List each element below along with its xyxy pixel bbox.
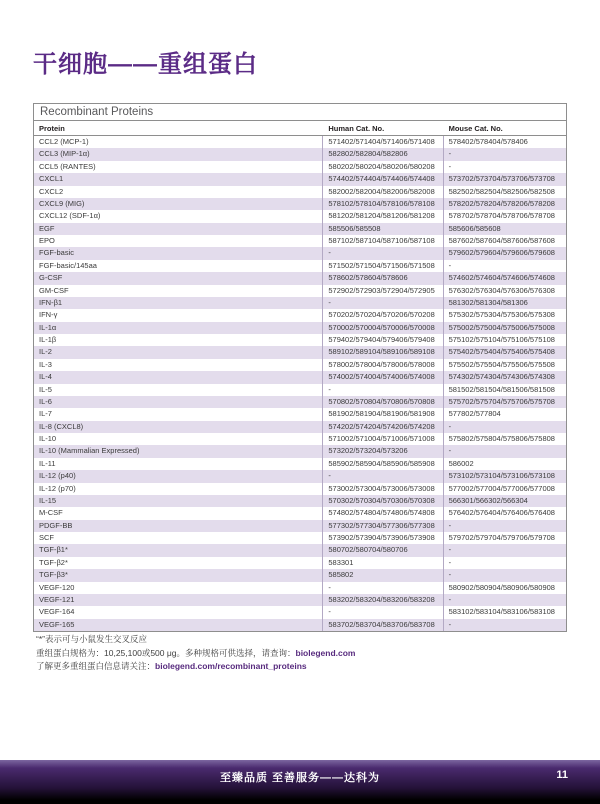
footer-bar xyxy=(0,760,600,804)
page-number: 11 xyxy=(556,769,568,781)
mouse-cat-no-cell: 577802/577804 xyxy=(443,408,566,420)
table-row xyxy=(34,223,566,235)
table-row xyxy=(34,470,566,482)
table-row xyxy=(34,322,566,334)
human-cat-no-cell: 573002/573004/573006/573008 xyxy=(323,483,443,495)
human-cat-no-cell: 577302/577304/577306/577308 xyxy=(323,520,443,532)
mouse-cat-no-cell: - xyxy=(443,445,566,457)
human-cat-no-cell: - xyxy=(323,297,443,309)
mouse-cat-no-cell: - xyxy=(443,619,566,631)
mouse-cat-no-cell: - xyxy=(443,569,566,581)
protein-name-cell: EPO xyxy=(34,235,323,247)
table-row xyxy=(34,495,566,507)
human-cat-no-cell: 573902/573904/573906/573908 xyxy=(323,532,443,544)
human-cat-no-cell: - xyxy=(323,606,443,618)
table-row xyxy=(34,520,566,532)
mouse-cat-no-cell: 578202/578204/578206/578208 xyxy=(443,198,566,210)
mouse-cat-no-cell: 575302/575304/575306/575308 xyxy=(443,309,566,321)
protein-name-cell: TGF-β1* xyxy=(34,544,323,556)
protein-name-cell: IL-2 xyxy=(34,346,323,358)
mouse-cat-no-cell: 575102/575104/575106/575108 xyxy=(443,334,566,346)
table-row xyxy=(34,594,566,606)
protein-name-cell: VEGF-164 xyxy=(34,606,323,618)
protein-name-cell: IL-15 xyxy=(34,495,323,507)
table-row xyxy=(34,136,566,149)
protein-name-cell: SCF xyxy=(34,532,323,544)
mouse-cat-no-cell: 574602/574604/574606/574608 xyxy=(443,272,566,284)
human-cat-no-cell: 573202/573204/573206 xyxy=(323,445,443,457)
protein-name-cell: IL-7 xyxy=(34,408,323,420)
page-title: 干细胞——重组蛋白 xyxy=(33,51,258,78)
table-row xyxy=(34,173,566,185)
mouse-cat-no-cell: - xyxy=(443,544,566,556)
human-cat-no-cell: 579402/579404/579406/579408 xyxy=(323,334,443,346)
protein-name-cell: IL-4 xyxy=(34,371,323,383)
protein-name-cell: TGF-β3* xyxy=(34,569,323,581)
table-row xyxy=(34,309,566,321)
mouse-cat-no-cell: 577002/577004/577006/577008 xyxy=(443,483,566,495)
human-cat-no-cell: 581902/581904/581906/581908 xyxy=(323,408,443,420)
table-row xyxy=(34,507,566,519)
mouse-cat-no-cell: 576302/576304/576306/576308 xyxy=(443,285,566,297)
protein-name-cell: IL-6 xyxy=(34,396,323,408)
protein-name-cell: TGF-β2* xyxy=(34,557,323,569)
footnote-more-info-text: 了解更多重组蛋白信息请关注： xyxy=(36,661,156,671)
human-cat-no-cell: 570802/570804/570806/570808 xyxy=(323,396,443,408)
table-row xyxy=(34,371,566,383)
human-cat-no-cell: - xyxy=(323,384,443,396)
column-header-mouse-cat-no: Mouse Cat. No. xyxy=(443,121,566,136)
mouse-cat-no-cell: 586002 xyxy=(443,458,566,470)
protein-name-cell: VEGF-120 xyxy=(34,582,323,594)
column-header-protein: Protein xyxy=(34,121,323,136)
protein-name-cell: CXCL2 xyxy=(34,186,323,198)
human-cat-no-cell: - xyxy=(323,470,443,482)
human-cat-no-cell: 582002/582004/582006/582008 xyxy=(323,186,443,198)
footer-slogan: 至臻品质 至善服务——达科为 xyxy=(219,772,381,784)
table-row xyxy=(34,161,566,173)
protein-name-cell: IFN-γ xyxy=(34,309,323,321)
protein-name-cell: IL-12 (p70) xyxy=(34,483,323,495)
protein-name-cell: PDGF-BB xyxy=(34,520,323,532)
mouse-cat-no-cell: 573702/573704/573706/573708 xyxy=(443,173,566,185)
human-cat-no-cell: 572902/572903/572904/572905 xyxy=(323,285,443,297)
mouse-cat-no-cell: - xyxy=(443,557,566,569)
human-cat-no-cell: 580202/580204/580206/580208 xyxy=(323,161,443,173)
table-row xyxy=(34,260,566,272)
human-cat-no-cell: 589102/589104/589106/589108 xyxy=(323,346,443,358)
protein-name-cell: IL-10 (Mammalian Expressed) xyxy=(34,445,323,457)
protein-name-cell: IL-10 xyxy=(34,433,323,445)
table-row xyxy=(34,285,566,297)
table-row xyxy=(34,483,566,495)
mouse-cat-no-cell: 578402/578404/578406 xyxy=(443,136,566,149)
table-row xyxy=(34,619,566,631)
human-cat-no-cell: 574002/574004/574006/574008 xyxy=(323,371,443,383)
protein-name-cell: VEGF-165 xyxy=(34,619,323,631)
mouse-cat-no-cell: 575702/575704/575706/575708 xyxy=(443,396,566,408)
mouse-cat-no-cell: 575502/575504/575506/575508 xyxy=(443,359,566,371)
human-cat-no-cell: 571402/571404/571406/571408 xyxy=(323,136,443,149)
human-cat-no-cell: 571002/571004/571006/571008 xyxy=(323,433,443,445)
mouse-cat-no-cell: - xyxy=(443,594,566,606)
mouse-cat-no-cell: 582502/582504/582506/582508 xyxy=(443,186,566,198)
human-cat-no-cell: 578102/578104/578106/578108 xyxy=(323,198,443,210)
recombinant-proteins-table xyxy=(33,103,567,632)
mouse-cat-no-cell: - xyxy=(443,520,566,532)
mouse-cat-no-cell: - xyxy=(443,161,566,173)
mouse-cat-no-cell: 581302/581304/581306 xyxy=(443,297,566,309)
footnotes xyxy=(36,633,355,674)
mouse-cat-no-cell: 587602/587604/587606/587608 xyxy=(443,235,566,247)
protein-name-cell: VEGF-121 xyxy=(34,594,323,606)
human-cat-no-cell: 583202/583204/583206/583208 xyxy=(323,594,443,606)
table-row xyxy=(34,210,566,222)
footnote-sizes-text: 重组蛋白规格为：10,25,100或500 μg。多种规格可供选择，请查询： xyxy=(36,647,296,658)
table-row xyxy=(34,421,566,433)
protein-name-cell: IL-11 xyxy=(34,458,323,470)
human-cat-no-cell: 574802/574804/574806/574808 xyxy=(323,507,443,519)
protein-name-cell: IFN-β1 xyxy=(34,297,323,309)
human-cat-no-cell: 580702/580704/580706 xyxy=(323,544,443,556)
table-row xyxy=(34,433,566,445)
human-cat-no-cell: 571502/571504/571506/571508 xyxy=(323,260,443,272)
protein-name-cell: CCL5 (RANTES) xyxy=(34,161,323,173)
mouse-cat-no-cell: 581502/581504/581506/581508 xyxy=(443,384,566,396)
mouse-cat-no-cell: 579602/579604/579606/579608 xyxy=(443,247,566,259)
table-row xyxy=(34,148,566,160)
mouse-cat-no-cell: 579702/579704/579706/579708 xyxy=(443,532,566,544)
biolegend-link[interactable]: biolegend.com xyxy=(295,647,356,658)
protein-name-cell: IL-3 xyxy=(34,359,323,371)
human-cat-no-cell: 585802 xyxy=(323,569,443,581)
human-cat-no-cell: - xyxy=(323,582,443,594)
mouse-cat-no-cell: 580902/580904/580906/580908 xyxy=(443,582,566,594)
human-cat-no-cell: 583702/583704/583706/583708 xyxy=(323,619,443,631)
human-cat-no-cell: 583301 xyxy=(323,557,443,569)
table-row xyxy=(34,532,566,544)
human-cat-no-cell: 585902/585904/585906/585908 xyxy=(323,458,443,470)
human-cat-no-cell: 582802/582804/582806 xyxy=(323,148,443,160)
footnote-cross-reactivity: “*”表示可与小鼠发生交叉反应 xyxy=(36,634,147,644)
protein-name-cell: IL-8 (CXCL8) xyxy=(34,421,323,433)
table-row xyxy=(34,359,566,371)
mouse-cat-no-cell: 575402/575404/575406/575408 xyxy=(443,346,566,358)
protein-name-cell: EGF xyxy=(34,223,323,235)
human-cat-no-cell: 578602/578604/578606 xyxy=(323,272,443,284)
mouse-cat-no-cell: 575002/575004/575006/575008 xyxy=(443,322,566,334)
mouse-cat-no-cell: 574302/574304/574306/574308 xyxy=(443,371,566,383)
table-row xyxy=(34,569,566,581)
protein-name-cell: FGF-basic/145aa xyxy=(34,260,323,272)
table-row xyxy=(34,272,566,284)
protein-table-body xyxy=(34,136,566,632)
table-row xyxy=(34,247,566,259)
protein-name-cell: CCL3 (MIP-1α) xyxy=(34,148,323,160)
table-row xyxy=(34,346,566,358)
table-row xyxy=(34,445,566,457)
protein-name-cell: CXCL1 xyxy=(34,173,323,185)
table-row xyxy=(34,334,566,346)
table-row xyxy=(34,235,566,247)
human-cat-no-cell: 574402/574404/574406/574408 xyxy=(323,173,443,185)
protein-name-cell: IL-12 (p40) xyxy=(34,470,323,482)
protein-name-cell: FGF-basic xyxy=(34,247,323,259)
mouse-cat-no-cell: 578702/578704/578706/578708 xyxy=(443,210,566,222)
table-row xyxy=(34,408,566,420)
human-cat-no-cell: 570002/570004/570006/570008 xyxy=(323,322,443,334)
table-header-row xyxy=(34,121,566,136)
protein-table xyxy=(34,121,566,631)
table-row xyxy=(34,198,566,210)
mouse-cat-no-cell: 583102/583104/583106/583108 xyxy=(443,606,566,618)
table-row xyxy=(34,582,566,594)
table-row xyxy=(34,186,566,198)
mouse-cat-no-cell: 566301/566302/566304 xyxy=(443,495,566,507)
human-cat-no-cell: 581202/581204/581206/581208 xyxy=(323,210,443,222)
column-header-human-cat-no: Human Cat. No. xyxy=(323,121,443,136)
table-row xyxy=(34,458,566,470)
protein-name-cell: IL-1β xyxy=(34,334,323,346)
mouse-cat-no-cell: 576402/576404/576406/576408 xyxy=(443,507,566,519)
mouse-cat-no-cell: 585606/585608 xyxy=(443,223,566,235)
table-row xyxy=(34,544,566,556)
table-row xyxy=(34,297,566,309)
human-cat-no-cell: 574202/574204/574206/574208 xyxy=(323,421,443,433)
table-row xyxy=(34,606,566,618)
table-row xyxy=(34,384,566,396)
mouse-cat-no-cell: - xyxy=(443,421,566,433)
protein-name-cell: IL-5 xyxy=(34,384,323,396)
protein-name-cell: GM-CSF xyxy=(34,285,323,297)
footnote-more-info xyxy=(36,660,355,674)
table-title: Recombinant Proteins xyxy=(34,104,566,121)
human-cat-no-cell: 578002/578004/578006/578008 xyxy=(323,359,443,371)
footnote-sizes xyxy=(36,647,355,661)
mouse-cat-no-cell: 573102/573104/573106/573108 xyxy=(443,470,566,482)
protein-name-cell: CCL2 (MCP-1) xyxy=(34,136,323,149)
protein-name-cell: G-CSF xyxy=(34,272,323,284)
human-cat-no-cell: 587102/587104/587106/587108 xyxy=(323,235,443,247)
protein-name-cell: CXCL12 (SDF-1α) xyxy=(34,210,323,222)
protein-name-cell: IL-1α xyxy=(34,322,323,334)
human-cat-no-cell: 570302/570304/570306/570308 xyxy=(323,495,443,507)
human-cat-no-cell: - xyxy=(323,247,443,259)
table-row xyxy=(34,557,566,569)
mouse-cat-no-cell: 575802/575804/575806/575808 xyxy=(443,433,566,445)
human-cat-no-cell: 570202/570204/570206/570208 xyxy=(323,309,443,321)
mouse-cat-no-cell: - xyxy=(443,148,566,160)
mouse-cat-no-cell: - xyxy=(443,260,566,272)
human-cat-no-cell: 585506/585508 xyxy=(323,223,443,235)
recombinant-proteins-link[interactable]: biolegend.com/recombinant_proteins xyxy=(155,661,307,671)
table-row xyxy=(34,396,566,408)
protein-name-cell: M-CSF xyxy=(34,507,323,519)
protein-name-cell: CXCL9 (MIG) xyxy=(34,198,323,210)
